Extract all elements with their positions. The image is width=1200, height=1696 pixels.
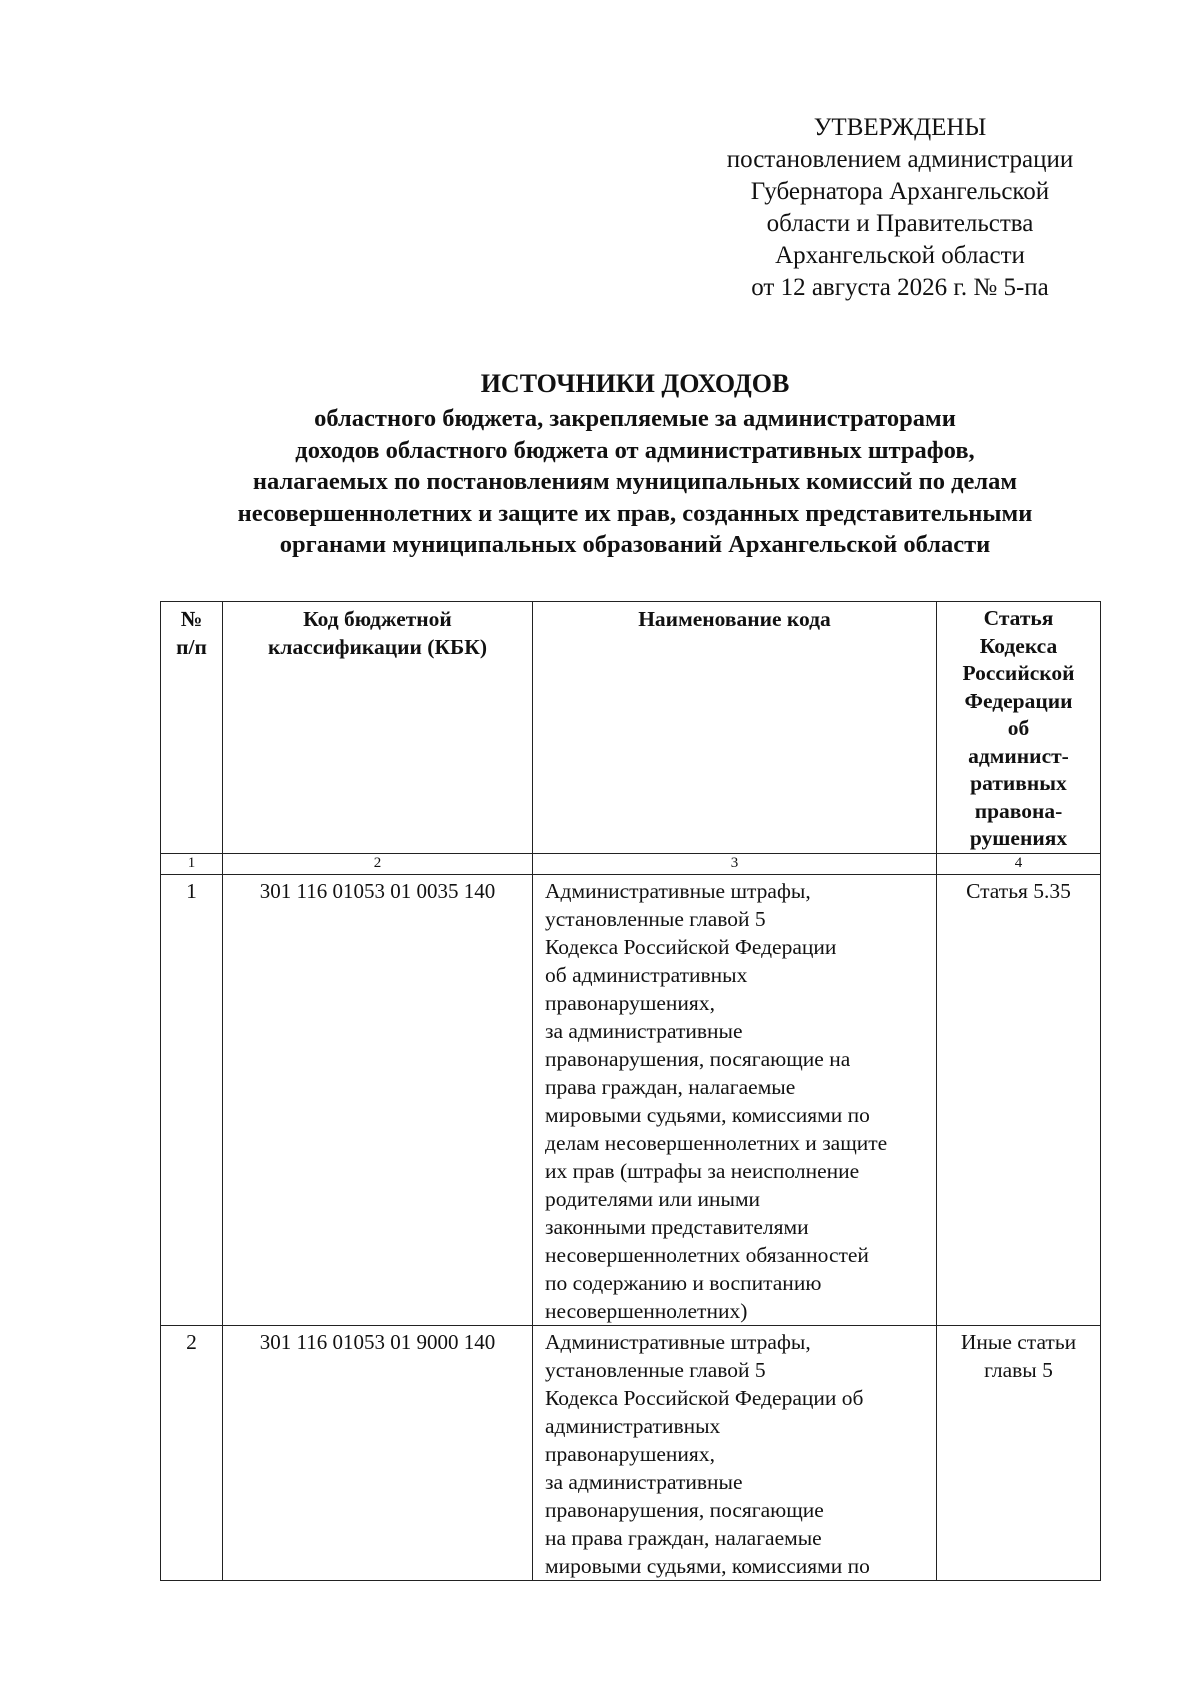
- row-code-name-line: Административные штрафы,: [545, 1329, 811, 1354]
- row-code-name-line: законными представителями: [545, 1214, 809, 1239]
- row-code-name-line: по содержанию и воспитанию: [545, 1270, 822, 1295]
- document-title-block: [150, 367, 1120, 561]
- row-num: 2: [161, 1325, 223, 1580]
- document-subtitle-line: органами муниципальных образований Архангельской области: [279, 531, 991, 558]
- header-article-line: ративных: [970, 771, 1067, 795]
- row-code-name-line: установленные главой 5: [545, 906, 766, 931]
- approval-line: области и Правительства: [766, 210, 1034, 237]
- header-article-line: Кодекса: [979, 633, 1058, 658]
- approval-line: постановлением администрации: [726, 146, 1074, 173]
- header-article-line: рушениях: [969, 826, 1068, 850]
- header-article-line: об: [1007, 716, 1030, 740]
- approval-title: УТВЕРЖДЕНЫ: [813, 114, 987, 141]
- header-num-line: п/п: [176, 635, 207, 659]
- row-code-name-line: правонарушения, посягающие на: [545, 1046, 851, 1071]
- row-code-name-line: административных: [545, 1413, 721, 1438]
- column-index-row: [161, 853, 1101, 874]
- document-subtitle-line: доходов областного бюджета от административных штрафов,: [295, 436, 975, 464]
- row-code-name-line: Кодекса Российской Федерации: [545, 934, 837, 959]
- approval-date-line: от 12 августа 2026 г. № 5-па: [751, 274, 1049, 301]
- table-row: [161, 874, 1101, 1325]
- header-article-line: админист-: [968, 743, 1069, 768]
- row-code-name-line: несовершеннолетних): [545, 1298, 748, 1323]
- row-code-name-line: права граждан, налагаемые: [545, 1074, 796, 1099]
- revenue-sources-table: [160, 601, 1101, 1581]
- table-header-row: [161, 602, 1101, 854]
- row-article-line: Статья 5.35: [966, 878, 1071, 903]
- header-article-line: правона-: [974, 798, 1063, 823]
- row-code-name: [533, 874, 937, 1325]
- header-num-line: №: [180, 607, 203, 631]
- table-row: [161, 1325, 1101, 1580]
- row-code-name-line: правонарушениях,: [545, 990, 715, 1015]
- header-name: [533, 602, 937, 854]
- row-code-name-line: правонарушения, посягающие: [545, 1497, 824, 1522]
- column-index: 4: [937, 853, 1101, 874]
- column-index: 1: [161, 853, 223, 874]
- document-subtitle-line: областного бюджета, закрепляемые за администраторами: [314, 405, 956, 432]
- row-num: 1: [161, 874, 223, 1325]
- approval-line: Губернатора Архангельской: [750, 178, 1050, 205]
- document-subtitle-line: налагаемых по постановлениям муниципальных комиссий по делам: [252, 468, 1018, 495]
- document-subtitle-line: несовершеннолетних и защите их прав, созданных представительными: [237, 499, 1033, 527]
- row-article-line: Иные статьи: [960, 1329, 1077, 1354]
- header-code-line: классификации (КБК): [268, 635, 487, 659]
- header-num: [161, 602, 223, 854]
- row-code-name-line: за административные: [545, 1018, 743, 1043]
- document-title: ИСТОЧНИКИ ДОХОДОВ: [480, 369, 790, 398]
- row-code-name-line: правонарушениях,: [545, 1441, 715, 1466]
- row-code-name-line: Кодекса Российской Федерации об: [545, 1385, 864, 1410]
- row-code-name-line: об административных: [545, 962, 748, 987]
- row-code-name-line: мировыми судьями, комиссиями по: [545, 1553, 870, 1578]
- row-code-name: [533, 1325, 937, 1580]
- header-name-line: Наименование кода: [638, 607, 831, 631]
- row-kbk-code: 301 116 01053 01 9000 140: [223, 1325, 533, 1580]
- row-article: [937, 874, 1101, 1325]
- approval-stamp: [690, 112, 1110, 304]
- header-code-line: Код бюджетной: [303, 607, 452, 631]
- column-index: 2: [223, 853, 533, 874]
- row-code-name-line: за административные: [545, 1469, 743, 1494]
- row-kbk-code: 301 116 01053 01 0035 140: [223, 874, 533, 1325]
- approval-line: Архангельской области: [775, 242, 1025, 269]
- row-code-name-line: на права граждан, налагаемые: [545, 1525, 822, 1550]
- header-code: [223, 602, 533, 854]
- row-code-name-line: родителями или иными: [545, 1186, 761, 1211]
- row-article-line: главы 5: [984, 1357, 1053, 1382]
- row-code-name-line: делам несовершеннолетних и защите: [545, 1130, 888, 1155]
- row-code-name-line: несовершеннолетних обязанностей: [545, 1242, 869, 1267]
- row-code-name-line: установленные главой 5: [545, 1357, 766, 1382]
- row-code-name-line: мировыми судьями, комиссиями по: [545, 1102, 870, 1127]
- header-article-line: Российской: [962, 661, 1075, 685]
- row-code-name-line: их прав (штрафы за неисполнение: [545, 1158, 860, 1183]
- header-article-line: Статья: [983, 606, 1054, 630]
- header-article-line: Федерации: [964, 688, 1073, 713]
- column-index: 3: [533, 853, 937, 874]
- row-code-name-line: Административные штрафы,: [545, 878, 811, 903]
- header-article: [937, 602, 1101, 854]
- row-article: [937, 1325, 1101, 1580]
